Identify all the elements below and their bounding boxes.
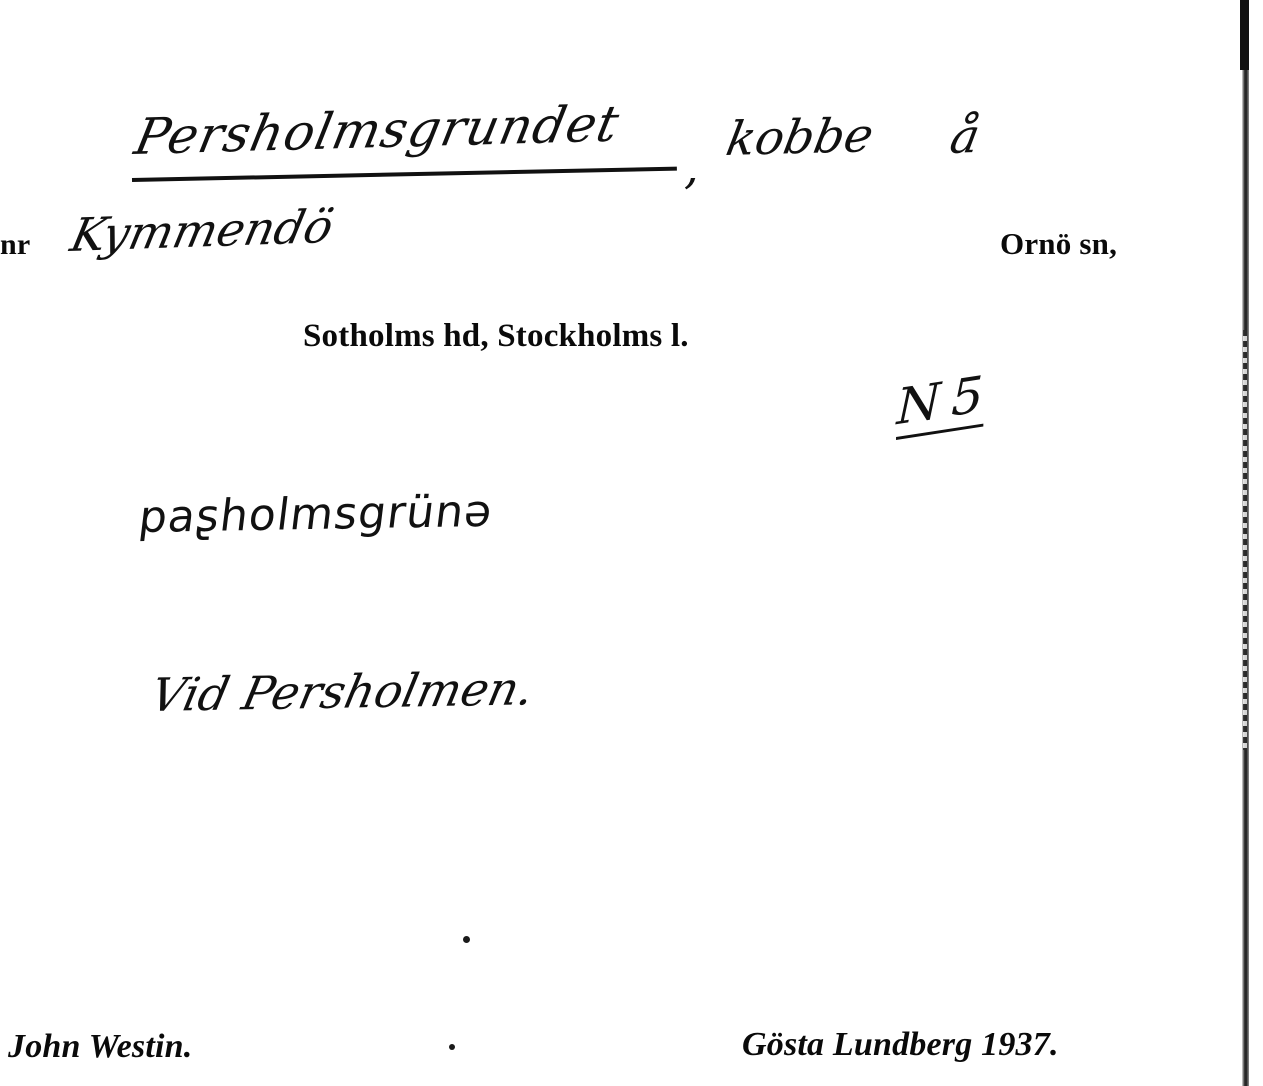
parish-label: Ornö sn,: [1000, 226, 1118, 261]
pronunciation-value: paʂholmsgrünə: [136, 485, 496, 543]
number-prefix-label: nr: [0, 228, 31, 261]
ink-speck: [463, 936, 470, 943]
headword-comma: ,: [684, 140, 699, 194]
scan-edge-dashed-segment: [1243, 330, 1247, 750]
headword-handwritten: Persholmsgrundet: [130, 94, 625, 166]
preposition-a-ring: å: [946, 109, 984, 165]
recorder-name: Gösta Lundberg 1937.: [742, 1026, 1059, 1063]
term-kobbe: kobbe: [722, 108, 878, 167]
ink-speck-secondary: [449, 1044, 455, 1050]
pronunciation-transcription: [136, 486, 496, 543]
scan-edge-top-block: [1240, 0, 1249, 70]
catalog-number-handwritten: [896, 365, 984, 440]
collector-name: John Westin.: [8, 1028, 193, 1065]
note-handwritten: Vid Persholmen.: [146, 661, 540, 722]
locality-handwritten: Kymmendö: [66, 199, 339, 262]
hundred-county-label: Sotholms hd, Stockholms l.: [303, 318, 689, 354]
headword-underline: [132, 167, 677, 182]
catalog-number-value: N 5: [896, 365, 984, 440]
